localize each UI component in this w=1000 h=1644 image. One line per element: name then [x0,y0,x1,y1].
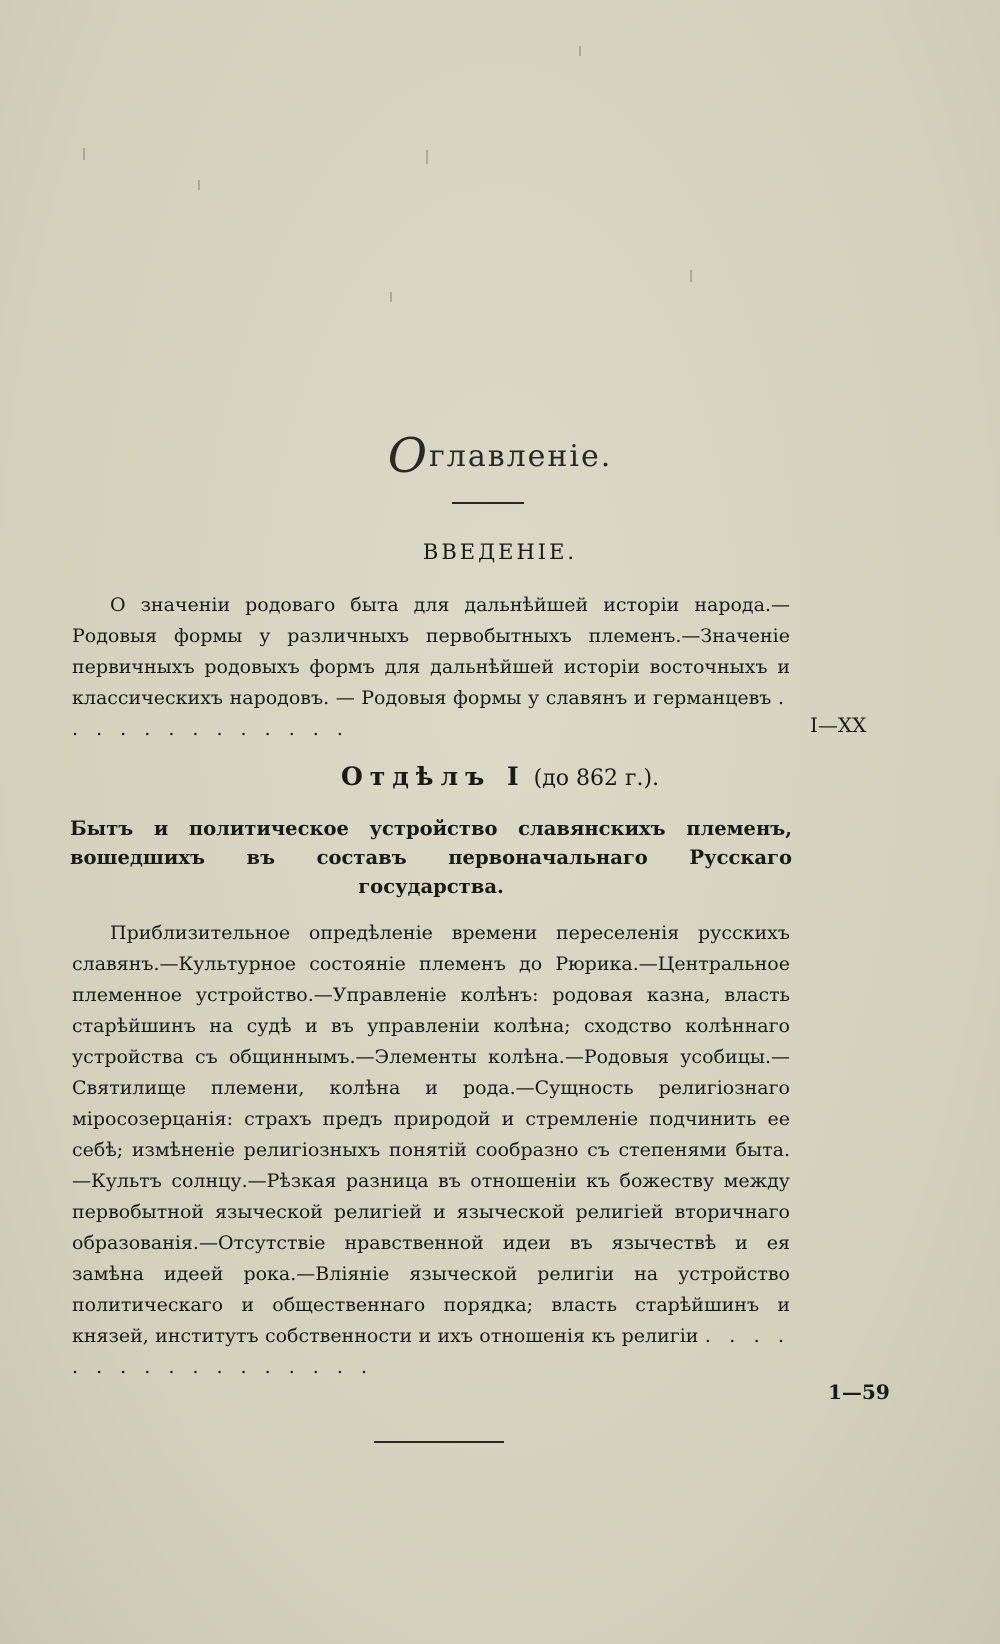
title-rest: главленіе. [429,439,613,474]
title-initial: О [387,428,430,484]
section1-page-range: 1—59 [828,1380,890,1404]
title-rule [452,502,524,504]
print-speck [579,46,581,56]
section1-heading [0,762,1000,791]
intro-text: О значеніи родоваго быта для дальнѣйшей исторіи народа.—Родовыя формы у различныхъ первобытныхъ племенъ.—Значеніе первичныхъ родовыхъ формъ для дальнѣйшей исторіи восточныхъ и классическихъ народовъ. — Родовыя формы у славянъ и германцевъ [72,594,790,709]
print-speck [83,148,85,160]
intro-page-range: I—XX [810,713,867,737]
section1-paragraph [72,918,790,1383]
bottom-rule [374,1441,504,1443]
section1-leader-dots: . . . . . . . . . . . . . . . . . [72,1325,790,1378]
contents-title-text [388,428,613,484]
section1-subtitle: Бытъ и политическое устройство славянскихъ племенъ, вошедшихъ въ составъ первоначальнаго Русскаго государства. [70,817,792,898]
print-speck [390,292,392,302]
intro-paragraph [72,590,790,745]
contents-title [0,428,1000,484]
section1-heading-date: (до 862 г.). [533,766,660,791]
section1-text: Приблизительное опредѣленіе времени переселенія русскихъ славянъ.—Культурное состояніе племенъ до Рюрика.—Центральное племенное устройство.—Управленіе колѣнъ: родовая казна, власть старѣйшинъ на судѣ и въ управленіи колѣна; сходство колѣннаго устройства съ общиннымъ.—Элементы колѣна.—Родовыя усобицы.—Святилище племени, колѣна и рода.—Сущность религіознаго міросозерцанія: страхъ предъ природой и стремленіе подчинить ее себѣ; измѣненіе религіозныхъ понятій сообразно съ степенями быта.—Культъ солнцу.—Рѣзкая разница въ отношеніи къ божеству между первобытной языческой религіей и языческой религіей вторичнаго образованія.—Отсутствіе нравственной идеи въ язычествѣ и ея замѣна идеей рока.—Вліяніе языческой религіи на устройство политическаго и общественнаго порядка; власть старѣйшинъ и князей, институтъ собственности и ихъ отношенія къ религіи [72,922,790,1347]
section1-heading-label: Отдѣлъ I [340,762,526,791]
intro-leader-dots: . . . . . . . . . . . . . [72,687,790,740]
intro-heading: ВВЕДЕНІЕ. [422,540,578,564]
print-speck [198,180,200,190]
print-speck [690,270,692,282]
print-speck [426,150,428,164]
